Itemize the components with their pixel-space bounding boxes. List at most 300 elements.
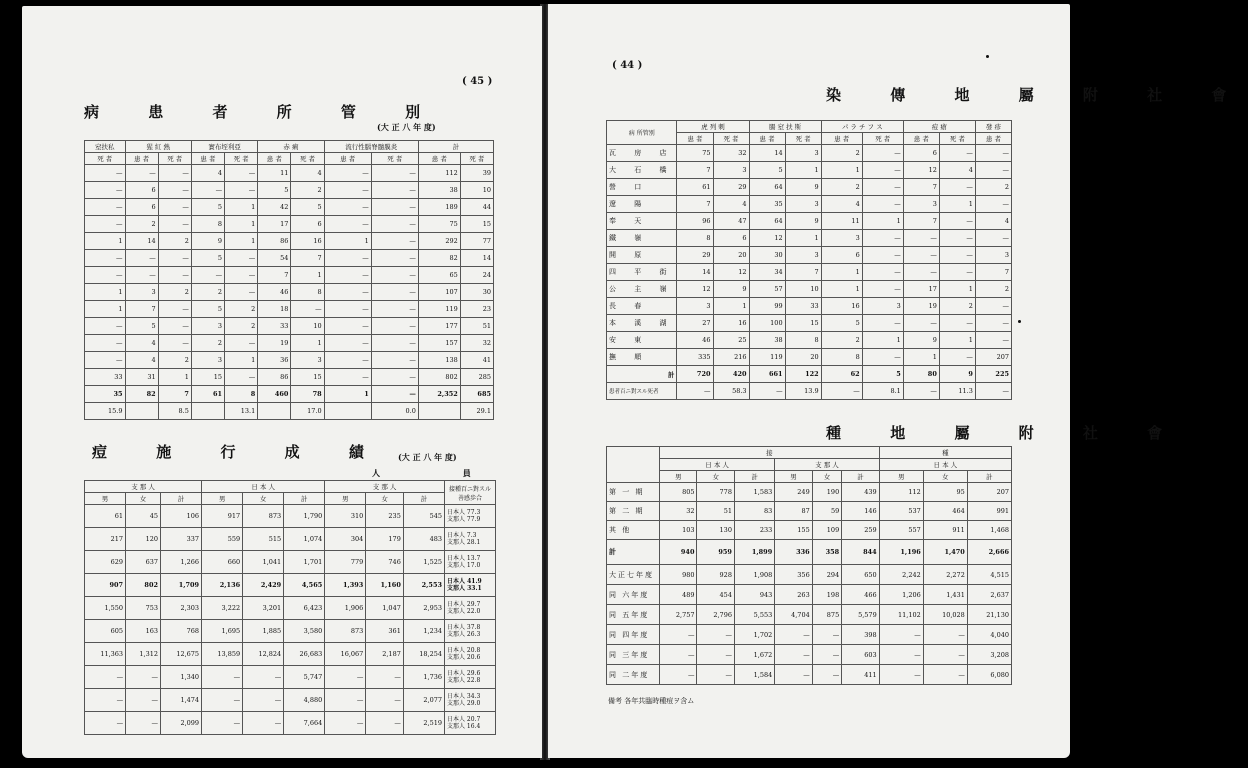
ratio-cell	[258, 403, 291, 420]
table-cell: 4,704	[775, 605, 812, 625]
table-cell: 12	[749, 230, 785, 247]
ratio-cell: —	[821, 383, 862, 400]
table-cell: 768	[161, 620, 202, 643]
table-cell: 86	[258, 233, 291, 250]
table-cell: —	[975, 145, 1011, 162]
table-cell: —	[324, 284, 371, 301]
table-cell: —	[125, 165, 158, 182]
col-subheader: 死 者	[862, 133, 903, 145]
year-label: (大 正 八 年 度)	[377, 122, 436, 132]
table-cell: —	[85, 689, 126, 712]
table-cell: 39	[460, 165, 493, 182]
table-row	[607, 315, 1012, 332]
table-cell: —	[85, 267, 126, 284]
col-subheader: 死 者	[460, 153, 493, 165]
table-cell: 3	[713, 162, 749, 179]
table-cell: 6	[903, 145, 939, 162]
table-cell: 233	[734, 521, 774, 540]
table-cell: —	[324, 182, 371, 199]
table-cell: —	[202, 689, 243, 712]
table-cell: 943	[734, 585, 774, 605]
col-group: 支 那 人	[775, 459, 879, 471]
speck	[986, 55, 989, 58]
section-title: 病 患 者 所 管 別	[84, 103, 443, 121]
table-cell: 6	[125, 182, 158, 199]
col-header: 痘 瘡	[903, 121, 975, 133]
table-cell: —	[126, 666, 161, 689]
table-cell: 356	[775, 565, 812, 585]
table-cell: —	[325, 689, 366, 712]
total-cell: 122	[785, 366, 821, 383]
row-label: 四 平 街	[607, 264, 677, 281]
section-title: 染 傳 地 屬 附 社 會	[826, 86, 1248, 104]
table-cell: 1,736	[403, 666, 444, 689]
table-cell: —	[862, 264, 903, 281]
table-cell: 138	[418, 352, 460, 369]
section-title: 痘 施 行 成 績	[92, 443, 386, 461]
table-cell: —	[371, 352, 418, 369]
table-cell: 489	[660, 585, 697, 605]
table-cell: —	[903, 264, 939, 281]
table-cell: —	[243, 712, 284, 735]
table-cell: 1	[225, 233, 258, 250]
table-cell: —	[158, 301, 191, 318]
table-cell: 1	[785, 162, 821, 179]
col-subheader: 死 者	[713, 133, 749, 145]
table-cell: 95	[923, 483, 967, 502]
table-cell: 1	[85, 233, 126, 250]
ratio-japanese: 日本人 34.3	[447, 693, 481, 700]
ratio-chinese: 支那人 77.9	[447, 516, 481, 523]
table-cell: 106	[161, 505, 202, 528]
table-cell: —	[225, 369, 258, 386]
ratio-cell: 8.1	[862, 383, 903, 400]
table-cell: —	[903, 247, 939, 264]
ratio-row	[85, 403, 494, 420]
table-row	[607, 179, 1012, 196]
table-cell: 8	[191, 216, 224, 233]
table-cell: 20	[785, 349, 821, 366]
ratio-cell	[445, 689, 496, 712]
table-cell: 2,637	[967, 585, 1011, 605]
row-label: 同 六年度	[607, 585, 660, 605]
disease-table-left	[84, 140, 494, 420]
table-cell: —	[371, 267, 418, 284]
col-subheader: 患 者	[324, 153, 371, 165]
table-cell: —	[939, 213, 975, 230]
total-cell: 225	[975, 366, 1011, 383]
table-row	[85, 551, 496, 574]
table-cell: —	[862, 230, 903, 247]
table-row	[85, 216, 494, 233]
table-cell: 103	[660, 521, 697, 540]
row-label: 營 口	[607, 179, 677, 196]
table-row	[85, 165, 494, 182]
ratio-japanese: 日本人 77.3	[447, 509, 481, 516]
table-row	[85, 712, 496, 735]
speck	[1018, 320, 1021, 323]
col-subheader: 女	[366, 493, 404, 505]
table-cell: 802	[418, 369, 460, 386]
table-cell: 59	[812, 502, 842, 521]
table-cell: 109	[812, 521, 842, 540]
table-cell: 46	[677, 332, 713, 349]
table-cell: —	[225, 165, 258, 182]
table-cell: 1,160	[366, 574, 404, 597]
table-cell: 14	[677, 264, 713, 281]
table-cell: 23	[460, 301, 493, 318]
table-cell: —	[85, 199, 126, 216]
table-row	[607, 230, 1012, 247]
col-group: 日 本 人	[879, 459, 1011, 471]
table-cell: 4,515	[967, 565, 1011, 585]
table-cell: 1	[291, 335, 324, 352]
table-row	[607, 605, 1012, 625]
table-cell: 15	[191, 369, 224, 386]
table-cell: 1,470	[923, 540, 967, 565]
table-cell: 6,080	[967, 665, 1011, 685]
table-cell: 24	[460, 267, 493, 284]
table-cell: —	[324, 301, 371, 318]
ratio-cell: 15.9	[85, 403, 126, 420]
table-cell: 873	[243, 505, 284, 528]
table-cell: 7	[291, 250, 324, 267]
table-cell: 4	[821, 196, 862, 213]
table-cell: 38	[418, 182, 460, 199]
table-cell: —	[879, 625, 923, 645]
table-cell: 2	[821, 179, 862, 196]
table-cell: 18	[258, 301, 291, 318]
row-label: 計	[607, 366, 677, 383]
table-cell: 2,272	[923, 565, 967, 585]
ratio-japanese: 日本人 7.3	[447, 532, 477, 539]
table-cell: 65	[418, 267, 460, 284]
ratio-cell	[445, 551, 496, 574]
table-cell: 2,519	[403, 712, 444, 735]
table-cell: 3	[903, 196, 939, 213]
table-cell: 3	[821, 230, 862, 247]
table-cell: —	[366, 666, 404, 689]
table-cell: —	[812, 645, 842, 665]
table-row	[85, 597, 496, 620]
table-row	[85, 689, 496, 712]
table-cell: —	[125, 250, 158, 267]
table-cell: —	[939, 145, 975, 162]
year-label: (大 正 八 年 度)	[398, 452, 457, 462]
table-cell: 3	[677, 298, 713, 315]
table-cell: —	[775, 665, 812, 685]
table-cell: 83	[734, 502, 774, 521]
table-cell: —	[939, 247, 975, 264]
table-cell: —	[85, 666, 126, 689]
table-cell: —	[371, 199, 418, 216]
col-header: 實布垤利亞	[191, 141, 257, 153]
row-label: 公 主 嶺	[607, 281, 677, 298]
table-cell: 361	[366, 620, 404, 643]
table-cell: —	[371, 335, 418, 352]
table-cell: 650	[842, 565, 879, 585]
table-cell: 8	[291, 284, 324, 301]
table-cell: 99	[749, 298, 785, 315]
col-subheader: 男	[325, 493, 366, 505]
table-cell: 100	[749, 315, 785, 332]
table-cell: 1,196	[879, 540, 923, 565]
table-cell: 46	[258, 284, 291, 301]
col-subheader: 男	[775, 471, 812, 483]
row-label: 鐵 嶺	[607, 230, 677, 247]
table-cell: —	[862, 179, 903, 196]
table-row	[85, 620, 496, 643]
row-label: 長 春	[607, 298, 677, 315]
col-top: 種	[879, 447, 1011, 459]
table-cell: 4,040	[967, 625, 1011, 645]
table-cell: 19	[903, 298, 939, 315]
row-label: 同 五年度	[607, 605, 660, 625]
col-subheader: 死 者	[225, 153, 258, 165]
table-cell: 336	[775, 540, 812, 565]
table-cell: 5	[191, 250, 224, 267]
table-cell: 1,702	[734, 625, 774, 645]
table-cell: 1	[785, 230, 821, 247]
table-row	[607, 349, 1012, 366]
col-group: 支 那 人	[325, 481, 445, 493]
table-cell: —	[371, 318, 418, 335]
col-subheader: 男	[202, 493, 243, 505]
table-cell: —	[923, 665, 967, 685]
table-cell: 3	[191, 318, 224, 335]
subheader-row	[85, 493, 496, 505]
col-subheader: 女	[812, 471, 842, 483]
table-cell: —	[325, 712, 366, 735]
table-cell: 5	[125, 318, 158, 335]
table-cell: 57	[749, 281, 785, 298]
table-row	[607, 665, 1012, 685]
ratio-cell: —	[749, 383, 785, 400]
table-cell: 216	[713, 349, 749, 366]
vaccination-table-right	[606, 446, 1012, 685]
table-cell: —	[191, 182, 224, 199]
table-cell: 8	[785, 332, 821, 349]
col-subheader: 死 者	[371, 153, 418, 165]
table-cell: 1	[821, 264, 862, 281]
table-cell: 112	[418, 165, 460, 182]
table-cell: —	[862, 162, 903, 179]
table-cell: 7	[903, 213, 939, 230]
table-cell: 1	[158, 369, 191, 386]
total-cell: 460	[258, 386, 291, 403]
table-cell: —	[923, 645, 967, 665]
table-cell: 36	[258, 352, 291, 369]
ratio-japanese: 日本人 29.7	[447, 601, 481, 608]
table-cell: —	[324, 250, 371, 267]
table-row	[85, 335, 494, 352]
table-cell: —	[371, 301, 418, 318]
table-cell: 2	[191, 335, 224, 352]
table-row	[607, 483, 1012, 502]
table-cell: 9	[713, 281, 749, 298]
table-cell: 10,028	[923, 605, 967, 625]
table-cell: 1	[939, 281, 975, 298]
table-cell: 2	[939, 298, 975, 315]
table-row	[607, 332, 1012, 349]
table-cell: 7	[258, 267, 291, 284]
right-page	[548, 4, 1248, 758]
table-cell: —	[923, 625, 967, 645]
table-cell: 1	[225, 199, 258, 216]
row-label: 計	[607, 540, 660, 565]
table-cell: 9	[903, 332, 939, 349]
table-cell: 12	[677, 281, 713, 298]
table-cell: —	[697, 645, 734, 665]
table-cell: 5	[749, 162, 785, 179]
table-cell: 660	[202, 551, 243, 574]
table-cell: 1,701	[284, 551, 325, 574]
table-cell: 991	[967, 502, 1011, 521]
table-cell: —	[879, 645, 923, 665]
table-cell: —	[126, 689, 161, 712]
total-cell: 80	[903, 366, 939, 383]
table-cell: 1	[713, 298, 749, 315]
table-cell: 907	[85, 574, 126, 597]
table-row	[607, 247, 1012, 264]
table-row	[607, 502, 1012, 521]
table-row	[85, 528, 496, 551]
total-cell: 9	[939, 366, 975, 383]
table-cell: —	[85, 352, 126, 369]
table-cell: 33	[85, 369, 126, 386]
table-cell: 10	[785, 281, 821, 298]
ratio-chinese: 支那人 16.4	[447, 723, 481, 730]
col-header: 窒扶私	[85, 141, 126, 153]
table-cell: 1	[291, 267, 324, 284]
table-cell: 15	[291, 369, 324, 386]
table-cell: 9	[785, 213, 821, 230]
table-cell: 1,431	[923, 585, 967, 605]
col-subheader: 女	[923, 471, 967, 483]
col-subheader: 死 者	[939, 133, 975, 145]
row-label: 第 一 期	[607, 483, 660, 502]
table-cell: 3	[975, 247, 1011, 264]
table-cell: 29	[713, 179, 749, 196]
table-cell: 2	[975, 281, 1011, 298]
table-cell: 14	[460, 250, 493, 267]
table-cell: 778	[697, 483, 734, 502]
table-cell: 310	[325, 505, 366, 528]
ratio-japanese: 日本人 20.7	[447, 716, 481, 723]
table-row	[85, 643, 496, 666]
table-cell: —	[371, 369, 418, 386]
table-cell: 753	[126, 597, 161, 620]
col-top: 接	[660, 447, 880, 459]
table-cell: 3	[291, 352, 324, 369]
table-cell: 8	[677, 230, 713, 247]
table-cell: 61	[677, 179, 713, 196]
table-cell: —	[158, 335, 191, 352]
table-cell: 2,077	[403, 689, 444, 712]
table-cell: —	[697, 625, 734, 645]
table-cell: —	[158, 165, 191, 182]
table-cell: 12	[713, 264, 749, 281]
table-cell: —	[660, 625, 697, 645]
ratio-chinese: 支那人 17.0	[447, 562, 481, 569]
table-cell: 928	[697, 565, 734, 585]
col-subheader: 患 者	[903, 133, 939, 145]
row-label: 撫 順	[607, 349, 677, 366]
table-cell: 1	[939, 332, 975, 349]
table-cell: 3	[785, 247, 821, 264]
table-cell: —	[939, 179, 975, 196]
total-cell: 8	[225, 386, 258, 403]
table-cell: 263	[775, 585, 812, 605]
table-row	[85, 369, 494, 386]
table-cell: —	[939, 349, 975, 366]
col-subheader: 男	[879, 471, 923, 483]
table-cell: —	[903, 315, 939, 332]
table-cell: 1,908	[734, 565, 774, 585]
table-cell: 3,580	[284, 620, 325, 643]
table-cell: 2,429	[243, 574, 284, 597]
table-cell: —	[371, 182, 418, 199]
table-cell: 940	[660, 540, 697, 565]
col-subheader: 計	[161, 493, 202, 505]
table-row	[85, 666, 496, 689]
table-row	[607, 565, 1012, 585]
table-cell: 2,136	[202, 574, 243, 597]
table-cell: —	[225, 182, 258, 199]
table-cell: 1	[821, 281, 862, 298]
table-cell: 189	[418, 199, 460, 216]
table-cell: 7	[975, 264, 1011, 281]
subheader-row	[85, 153, 494, 165]
col-subheader: 計	[967, 471, 1011, 483]
table-cell: —	[366, 712, 404, 735]
col-subheader: 計	[403, 493, 444, 505]
table-row	[607, 298, 1012, 315]
row-label: 本 溪 湖	[607, 315, 677, 332]
table-cell: 20	[713, 247, 749, 264]
table-cell: 1,234	[403, 620, 444, 643]
table-cell: 42	[258, 199, 291, 216]
total-cell: 2,352	[418, 386, 460, 403]
table-cell: —	[660, 665, 697, 685]
footnote: 備考 各年共臨時種痘ヲ含ム	[608, 697, 695, 705]
table-cell: 1	[85, 284, 126, 301]
table-cell: 980	[660, 565, 697, 585]
total-row	[607, 540, 1012, 565]
row-label: 安 東	[607, 332, 677, 349]
table-cell: 1	[939, 196, 975, 213]
table-cell: 5	[191, 301, 224, 318]
table-cell: —	[225, 335, 258, 352]
table-cell: 5,747	[284, 666, 325, 689]
table-cell: 11	[258, 165, 291, 182]
table-cell: 16	[713, 315, 749, 332]
table-cell: 439	[842, 483, 879, 502]
table-cell: 1,790	[284, 505, 325, 528]
table-cell: 2,796	[697, 605, 734, 625]
table-cell: —	[325, 666, 366, 689]
table-cell: 466	[842, 585, 879, 605]
table-cell: 1,047	[366, 597, 404, 620]
col-group: 日 本 人	[660, 459, 775, 471]
row-label: 奉 天	[607, 213, 677, 230]
table-cell: —	[697, 665, 734, 685]
table-row	[85, 284, 494, 301]
col-subheader: 患 者	[749, 133, 785, 145]
table-cell: 119	[418, 301, 460, 318]
table-cell: 335	[677, 349, 713, 366]
ratio-cell: 0.0	[371, 403, 418, 420]
